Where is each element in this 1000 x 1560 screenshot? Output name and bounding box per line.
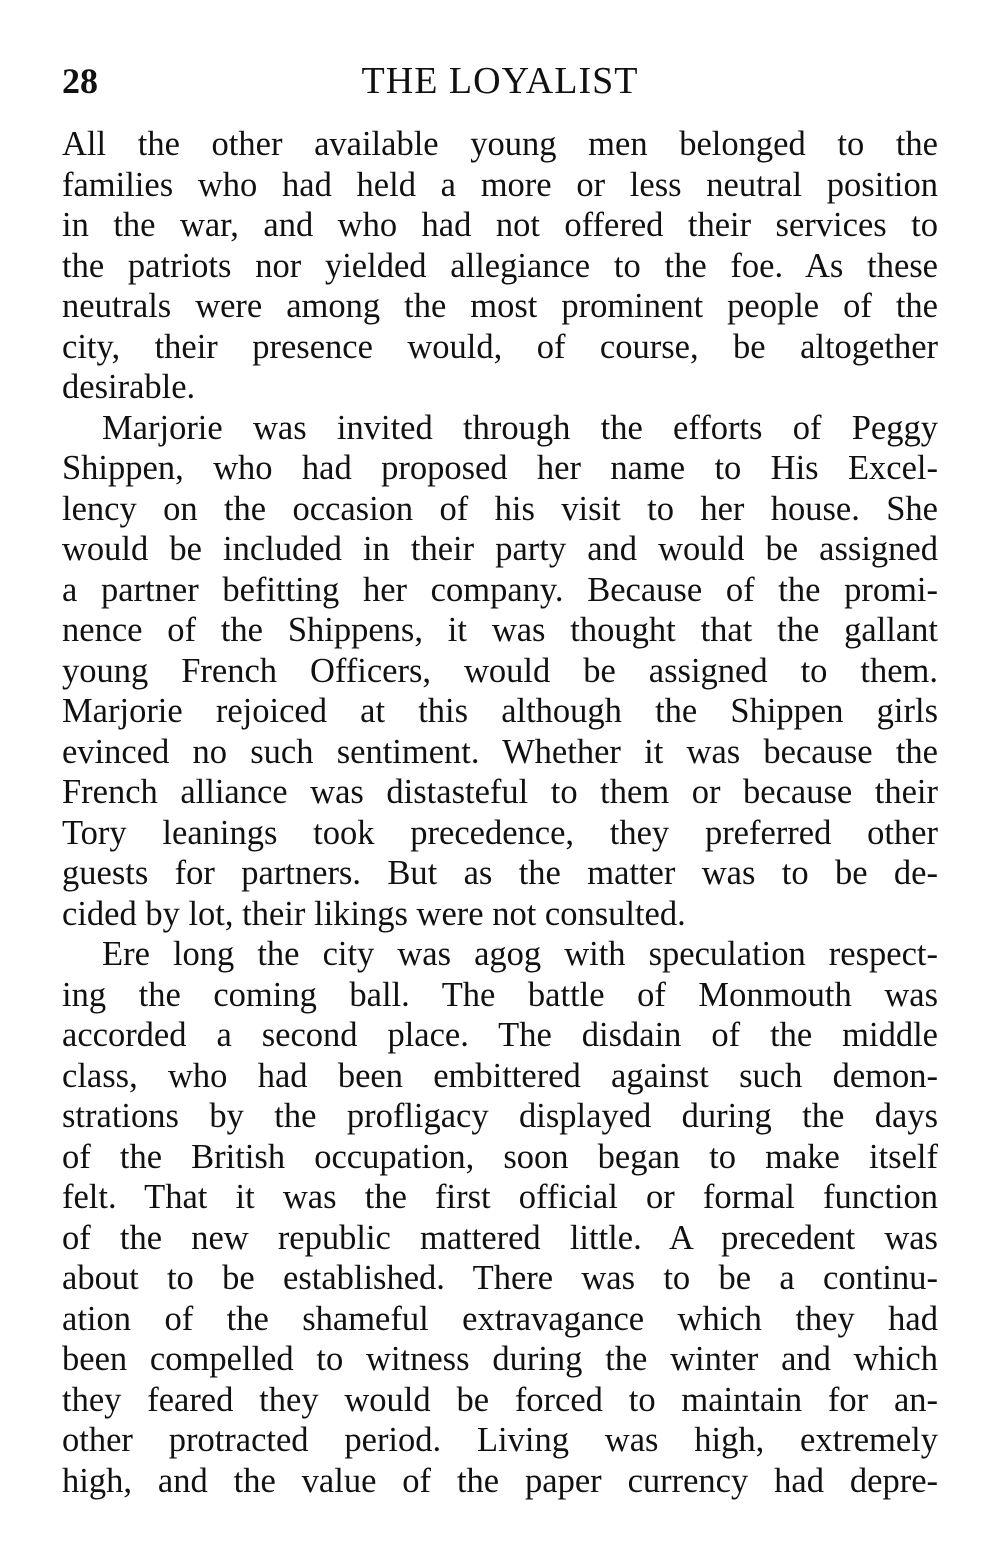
page-number: 28 [62, 61, 98, 101]
text-line: desirable. [62, 368, 196, 406]
text-line: French alliance was distasteful to them or because their [62, 773, 938, 811]
text-line: Marjorie was invited through the efforts of Peggy [102, 408, 938, 447]
text-line: Tory leanings took precedence, they preferred other [62, 813, 938, 852]
text-line: nence of the Shippens, it was thought that the gallant [62, 611, 938, 649]
text-line: accorded a second place. The disdain of the middle [62, 1016, 938, 1054]
text-line: Shippen, who had proposed her name to His Excel- [62, 449, 938, 487]
text-line: city, their presence would, of course, be altogether [62, 327, 938, 366]
text-line: been compelled to witness during the winter and which [62, 1340, 938, 1378]
text-line: other protracted period. Living was high, extremely [62, 1421, 938, 1459]
text-line: high, and the value of the paper currency had depre- [62, 1461, 938, 1500]
text-line: a partner befitting her company. Because of the promi- [62, 570, 938, 609]
paragraph [62, 124, 938, 408]
text-line: young French Officers, would be assigned to them. [62, 651, 938, 690]
text-line: All the other available young men belonged to the [62, 125, 938, 163]
running-head [62, 58, 938, 104]
text-line: they feared they would be forced to maintain for an- [62, 1380, 938, 1419]
text-line: of the British occupation, soon began to make itself [62, 1137, 938, 1176]
text-line: lency on the occasion of his visit to her house. She [62, 489, 938, 528]
text-line: neutrals were among the most prominent people of the [62, 287, 938, 325]
text-line: cided by lot, their likings were not consulted. [62, 894, 686, 933]
paragraph [62, 934, 938, 1501]
text-line: Marjorie rejoiced at this although the Shippen girls [62, 692, 938, 730]
text-line: strations by the profligacy displayed during the days [62, 1097, 938, 1135]
text-line: guests for partners. But as the matter was to be de- [62, 854, 938, 892]
text-line: evinced no such sentiment. Whether it was because the [62, 732, 938, 771]
text-line: felt. That it was the first official or formal function [62, 1178, 938, 1216]
paragraph [62, 408, 938, 935]
text-line: would be included in their party and would be assigned [62, 530, 938, 568]
text-line: families who had held a more or less neutral position [62, 165, 938, 204]
body-text [62, 124, 938, 1501]
text-line: about to be established. There was to be a continu- [62, 1259, 938, 1297]
text-line: of the new republic mattered little. A precedent was [62, 1218, 938, 1257]
text-line: in the war, and who had not offered their services to [62, 206, 938, 244]
text-line: Ere long the city was agog with speculation respect- [102, 935, 938, 973]
text-line: ing the coming ball. The battle of Monmouth was [62, 975, 938, 1014]
text-line: ation of the shameful extravagance which they had [62, 1299, 938, 1338]
text-line: the patriots nor yielded allegiance to the foe. As these [62, 246, 938, 285]
book-title: THE LOYALIST [361, 60, 639, 102]
text-line: class, who had been embittered against such demon- [62, 1056, 938, 1095]
